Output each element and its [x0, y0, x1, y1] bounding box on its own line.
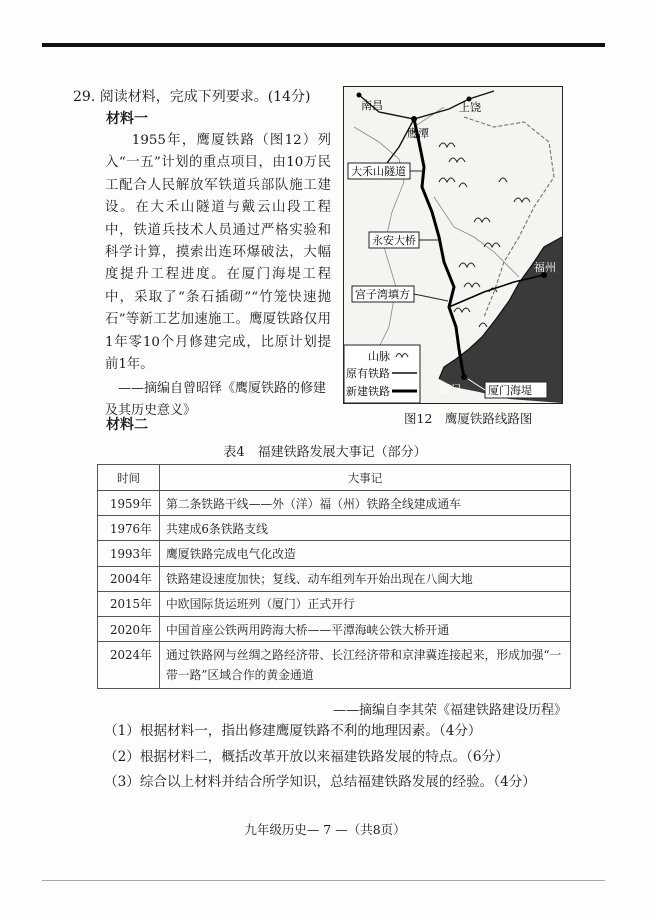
- shangrao-label: 上饶: [459, 101, 481, 114]
- map-caption: 图12 鹰厦铁路线路图: [404, 411, 533, 426]
- table-cell-year: 2020年: [98, 616, 160, 641]
- question-prompt: 阅读材料，完成下列要求。(14分): [99, 89, 311, 105]
- dahe-tunnel-label: 大禾山隧道: [351, 165, 406, 178]
- table-cell-event: 第二条铁路干线——外（洋）福（州）铁路全线建成通车: [160, 491, 571, 516]
- bottom-rule: [42, 880, 605, 881]
- table-cell-year: 2024年: [98, 642, 160, 689]
- table-cell-event: 中国首座公铁两用跨海大桥——平潭海峡公铁大桥开通: [160, 616, 571, 641]
- yingtan-dot: [411, 116, 417, 122]
- question-header: [73, 86, 310, 106]
- xiamen-causeway-label: 厦门海堤: [488, 384, 532, 397]
- material1-source: ——摘编自曾昭铎《鹰厦铁路的修建及其历史意义》: [105, 381, 327, 418]
- sub-question-1: （1）根据材料一，指出修建鹰厦铁路不利的地理因素。（4分）: [104, 723, 482, 739]
- map-legend: [344, 345, 420, 403]
- table-cell-event: 鹰厦铁路完成电气化改造: [160, 541, 571, 566]
- fuzhou-label: 福州: [534, 261, 556, 274]
- legend-old-rail-label: 原有铁路: [346, 367, 390, 380]
- table-header-row: [98, 465, 571, 491]
- sub-question-2: （2）根据材料二，概括改革开放以来福建铁路发展的特点。（6分）: [104, 748, 509, 765]
- page-footer: 九年级历史— 7 —（共8页）: [244, 822, 406, 837]
- table-row: [98, 642, 571, 689]
- table-caption: 表4 福建铁路发展大事记（部分）: [223, 445, 427, 460]
- material1-paragraph: 1955年，鹰厦铁路（图12）列入“一五”计划的重点项目，由10万民工配合人民解放军铁道兵部队施工建设。在大禾山隧道与戴云山段工程中，铁道兵技术人员通过严格实验和科学计算，摸索出连环爆破法，大幅度提升工程进度。在厦门海堤工程中，采取了“条石插砌”“竹笼快速抛石”等新工艺加速施工。鹰厦铁路仅用1年零10个月修建完成，比原计划提前1年。: [105, 133, 331, 373]
- table-cell-year: 1993年: [98, 541, 160, 566]
- top-rule: [42, 43, 605, 47]
- events-table: [97, 464, 571, 689]
- material2-source: ——摘编自李其荣《福建铁路建设历程》: [333, 703, 568, 718]
- table-row: [98, 566, 571, 591]
- nanchang-label: 南昌: [361, 99, 383, 112]
- sub-question-3: （3）综合以上材料并结合所学知识，总结福建铁路发展的经验。（4分）: [104, 774, 536, 790]
- table-row: [98, 491, 571, 516]
- table-cell-event: 共建成6条铁路支线: [160, 516, 571, 541]
- material1-heading: 材料一: [106, 111, 148, 127]
- xiamen-label: 厦门: [439, 383, 461, 396]
- sub-questions: [104, 719, 536, 796]
- xiamen-dot: [461, 374, 467, 380]
- table-row: [98, 591, 571, 616]
- table-cell-year: 1976年: [98, 516, 160, 541]
- material2-heading: 材料二: [106, 417, 148, 433]
- nanchang-dot: [357, 93, 362, 98]
- railway-map: [343, 86, 563, 404]
- table-cell-event: 通过铁路网与丝绸之路经济带、长江经济带和京津冀连接起来，形成加强“一带一路”区域合作的黄金通道: [160, 642, 571, 689]
- table-row: [98, 616, 571, 641]
- column-header-event: 大事记: [160, 465, 571, 491]
- yingtan-label: 鹰潭: [407, 127, 429, 140]
- legend-mountain-label: 山脉: [368, 350, 390, 363]
- new-railway: [414, 119, 464, 377]
- table-row: [98, 516, 571, 541]
- table-cell-year: 1959年: [98, 491, 160, 516]
- table-cell-event: 铁路建设速度加快；复线、动车组列车开始出现在八闽大地: [160, 566, 571, 591]
- table-row: [98, 541, 571, 566]
- column-header-time: 时间: [98, 465, 160, 491]
- table-cell-year: 2004年: [98, 566, 160, 591]
- question-number: 29.: [73, 89, 96, 105]
- railway-map-svg: [344, 87, 562, 403]
- table-cell-year: 2015年: [98, 591, 160, 616]
- legend-new-rail-label: 新建铁路: [346, 385, 390, 398]
- gongziwan-label: 宫子湾填方: [355, 288, 410, 301]
- yongan-bridge-label: 永安大桥: [372, 234, 416, 247]
- table-cell-event: 中欧国际货运班列（厦门）正式开行: [160, 591, 571, 616]
